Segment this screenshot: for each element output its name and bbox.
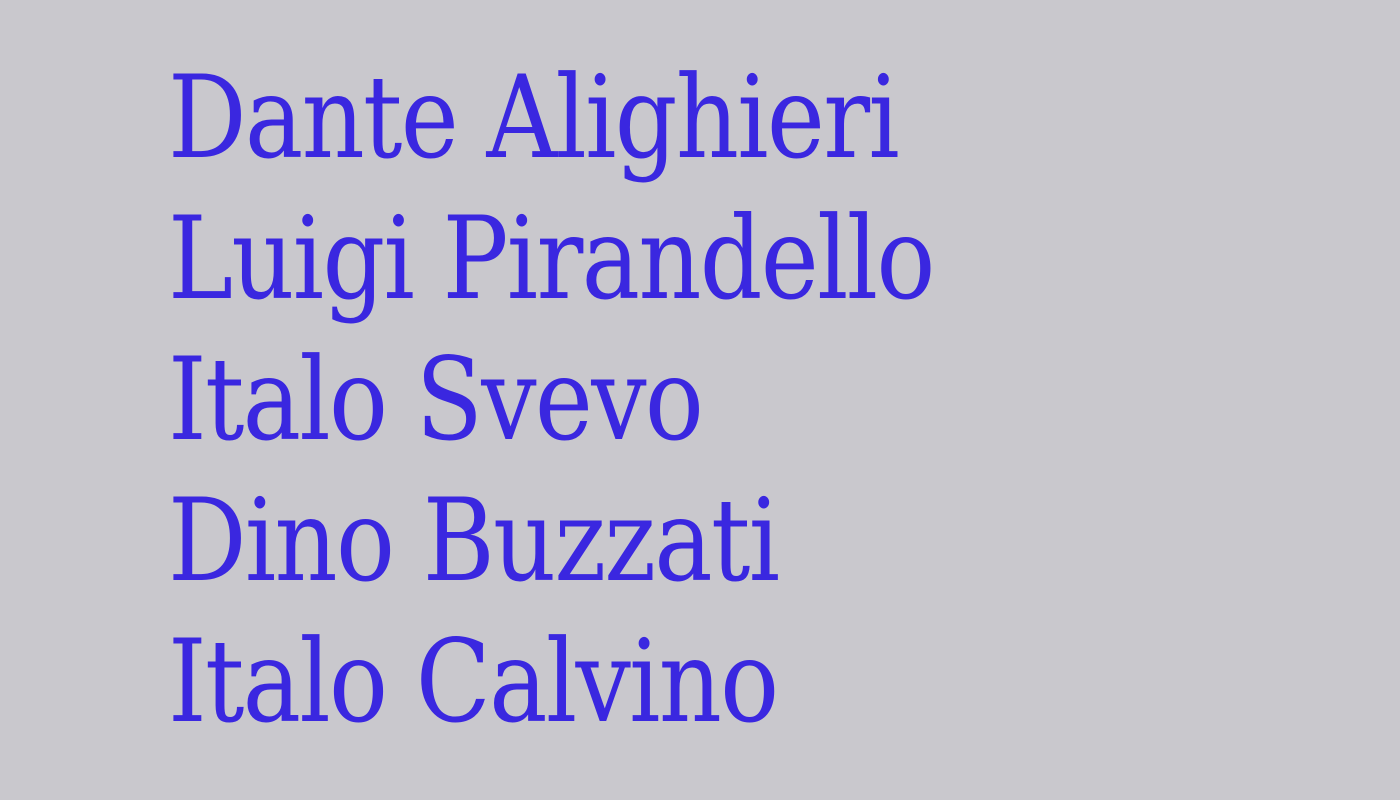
author-name-luigi-pirandello: Luigi Pirandello	[168, 192, 934, 325]
author-name-dante-alighieri: Dante Alighieri	[168, 51, 898, 184]
author-name-list	[168, 47, 1058, 752]
author-name-italo-svevo: Italo Svevo	[168, 333, 703, 466]
author-name-italo-calvino: Italo Calvino	[168, 615, 778, 748]
author-name-dino-buzzati: Dino Buzzati	[168, 474, 779, 607]
